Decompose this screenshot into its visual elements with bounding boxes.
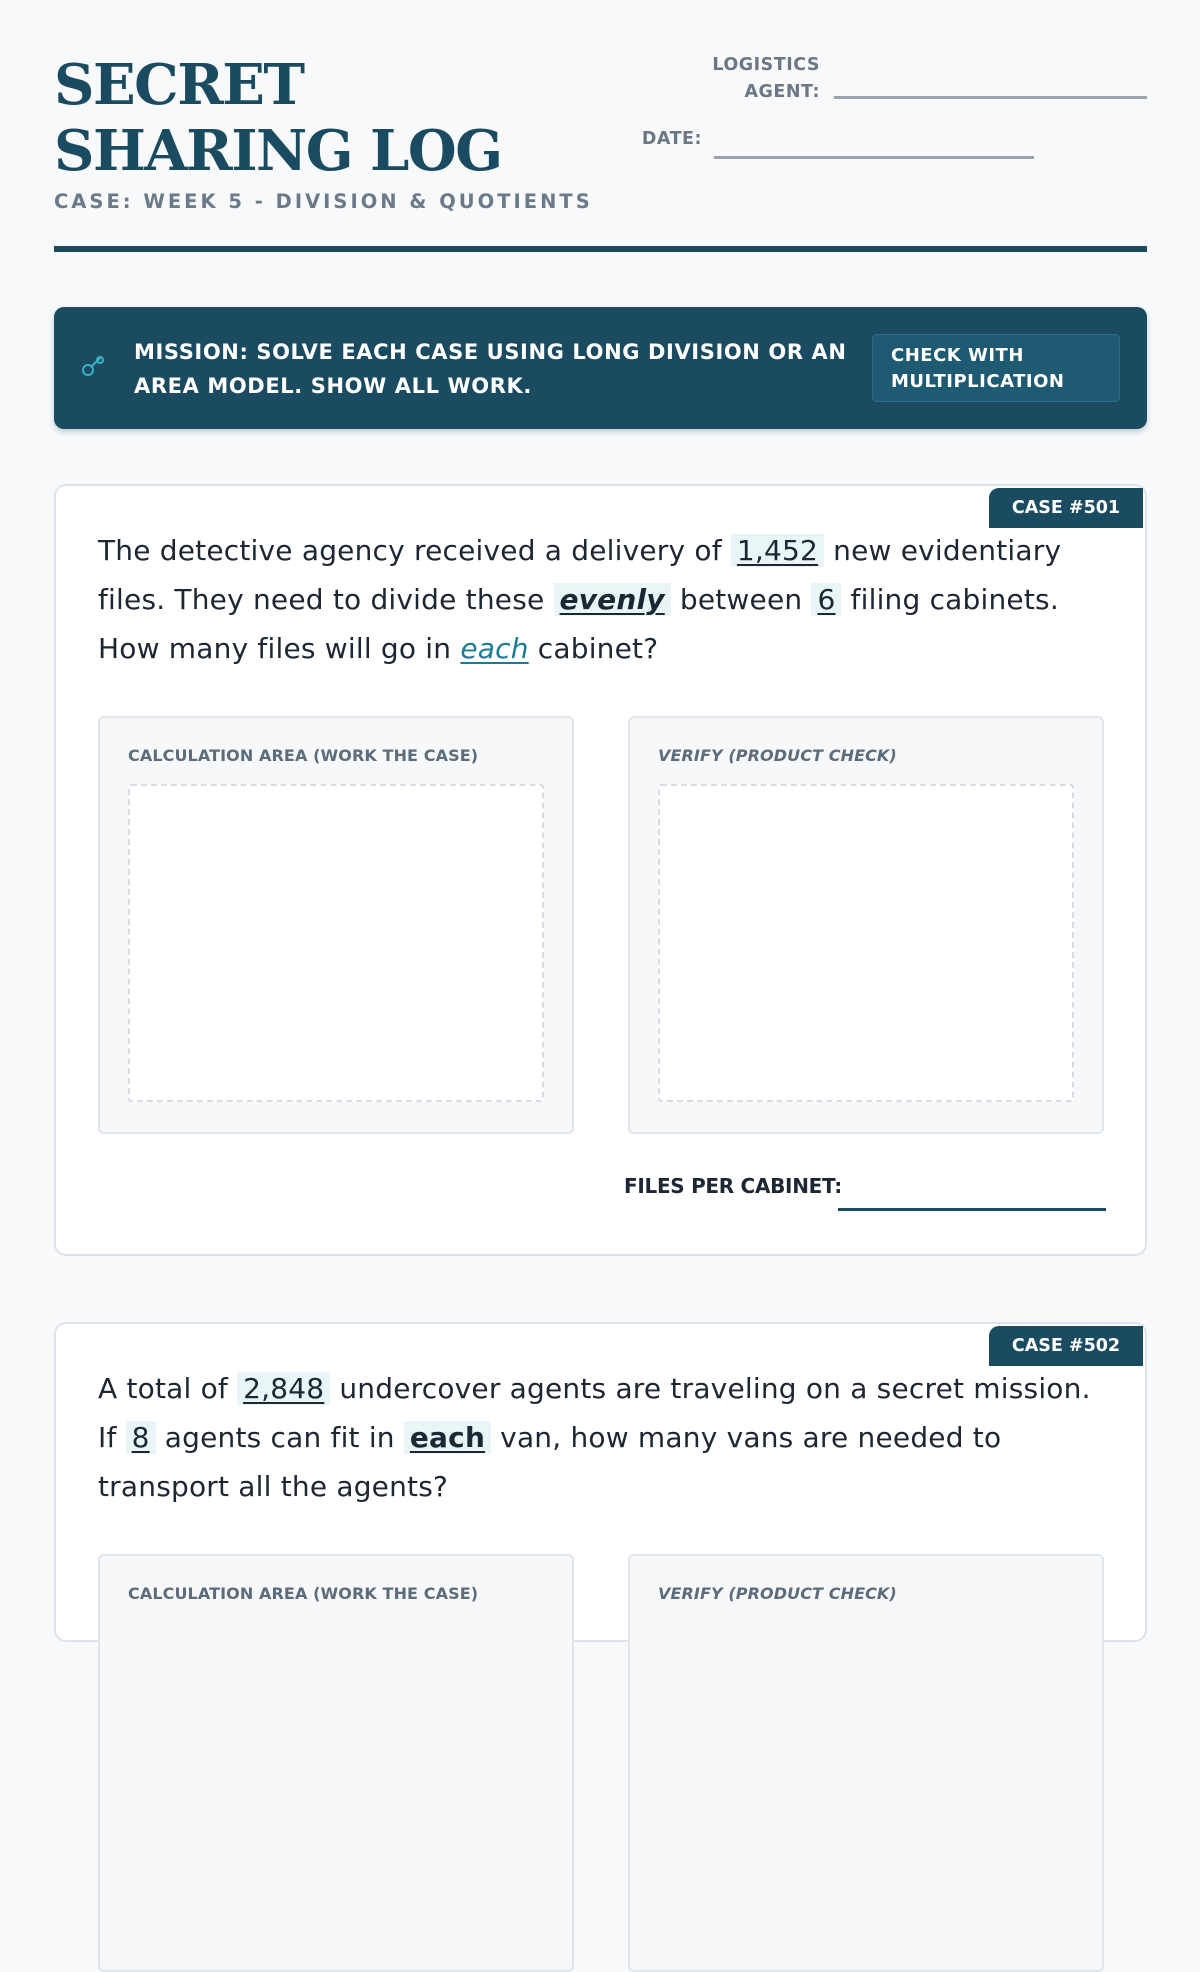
question-text: A total of <box>98 1372 238 1405</box>
answer-field[interactable] <box>838 1208 1106 1211</box>
calculation-label: CALCULATION AREA (WORK THE CASE) <box>128 1584 479 1603</box>
header-divider <box>54 246 1147 252</box>
calculation-area[interactable] <box>128 784 544 1102</box>
highlight-keyword: each <box>404 1421 491 1454</box>
highlight-keyword: each <box>460 632 529 665</box>
agent-label <box>690 52 820 106</box>
calculation-box <box>98 716 574 1134</box>
calculation-box <box>98 1554 574 1972</box>
question-text: between <box>670 583 812 616</box>
highlight-number: 8 <box>126 1421 156 1454</box>
check-multiplication-button[interactable]: CHECK WITH MULTIPLICATION <box>872 334 1120 402</box>
case-badge: CASE #502 <box>989 1326 1143 1366</box>
highlight-number: 2,848 <box>237 1372 330 1405</box>
highlight-number: 1,452 <box>731 534 824 567</box>
question-text: van, how many vans are needed to transport all the agents? <box>98 1421 1002 1503</box>
highlight-number: 6 <box>811 583 841 616</box>
verify-label: VERIFY (PRODUCT CHECK) <box>658 1584 897 1603</box>
page-subtitle: CASE: WEEK 5 - DIVISION & QUOTIENTS <box>54 190 593 213</box>
page-title: SECRET SHARING LOG <box>54 52 502 184</box>
date-field[interactable] <box>714 156 1034 159</box>
case-card <box>54 484 1147 1256</box>
question-text: The detective agency received a delivery of <box>98 534 731 567</box>
agent-label-line1: LOGISTICS <box>712 55 820 75</box>
answer-label: FILES PER CABINET: <box>624 1174 842 1198</box>
case-card <box>54 1322 1147 1642</box>
agent-label-line2: AGENT: <box>744 82 820 102</box>
key-icon <box>80 353 106 379</box>
mission-banner <box>54 307 1147 429</box>
verify-area[interactable] <box>658 784 1074 1102</box>
verify-box <box>628 1554 1104 1972</box>
calculation-label: CALCULATION AREA (WORK THE CASE) <box>128 746 479 765</box>
case-question <box>98 526 1108 673</box>
question-text: agents can fit in <box>155 1421 404 1454</box>
question-text: undercover agents are traveling on a secret mission. If <box>98 1372 1091 1454</box>
agent-field[interactable] <box>834 96 1147 99</box>
case-badge: CASE #501 <box>989 488 1143 528</box>
question-text: cabinet? <box>528 632 659 665</box>
case-question <box>98 1364 1108 1511</box>
highlight-keyword: evenly <box>554 583 671 616</box>
question-text: new evidentiary files. They need to divide these <box>98 534 1062 616</box>
question-text: filing cabinets. How many files will go in <box>98 583 1059 665</box>
verify-label: VERIFY (PRODUCT CHECK) <box>658 746 897 765</box>
mission-text: MISSION: SOLVE EACH CASE USING LONG DIVISION OR AN AREA MODEL. SHOW ALL WORK. <box>134 340 847 398</box>
verify-box <box>628 716 1104 1134</box>
date-label: DATE: <box>641 129 702 149</box>
